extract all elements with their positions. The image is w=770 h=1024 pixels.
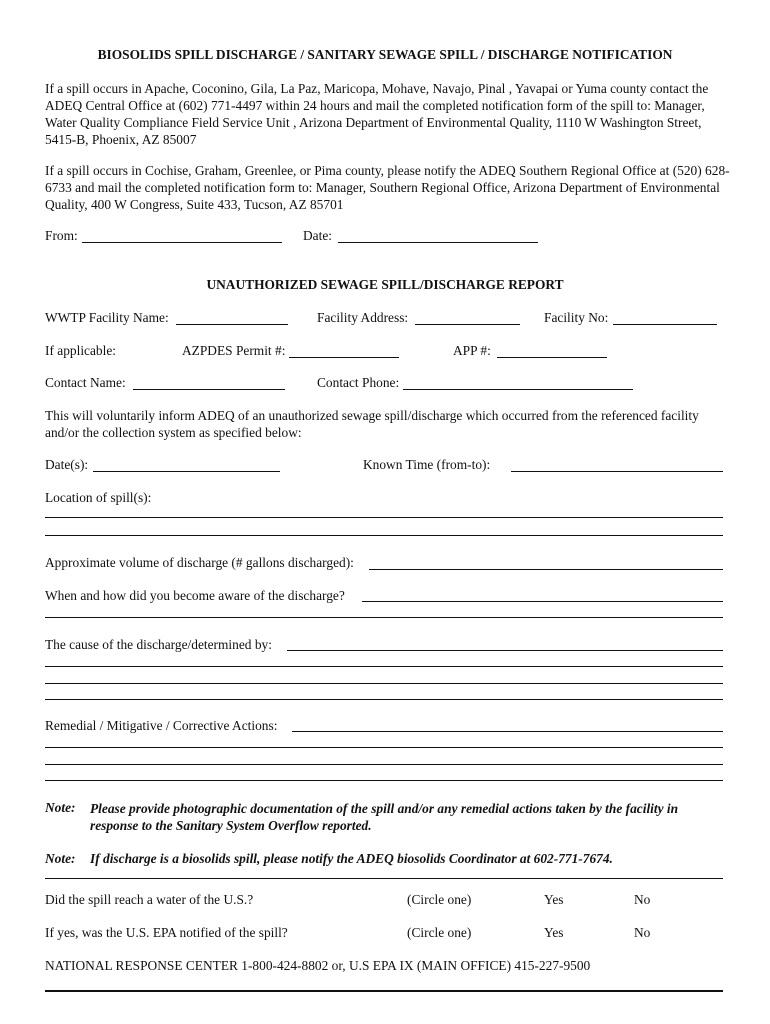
azpdes-label: AZPDES Permit #: (182, 343, 286, 358)
dates-field[interactable] (93, 471, 280, 472)
facility-address-label: Facility Address: (317, 310, 409, 325)
no-option[interactable]: No (634, 892, 651, 907)
form-title: BIOSOLIDS SPILL DISCHARGE / SANITARY SEWAGE SPILL / DISCHARGE NOTIFICATION (97, 47, 673, 62)
date-field[interactable] (338, 242, 538, 243)
location-line[interactable] (45, 535, 723, 536)
question-water: Did the spill reach a water of the U.S.? (45, 892, 254, 907)
cause-label: The cause of the discharge/determined by: (45, 637, 272, 652)
circle-one-label: (Circle one) (407, 925, 472, 940)
cause-line[interactable] (45, 666, 723, 667)
circle-one-label: (Circle one) (407, 892, 472, 907)
note-photographic: Please provide photographic documentation of the spill and/or any remedial actions taken by the facility in response to the Sanitary System Overflow reported. (90, 801, 679, 833)
cause-line[interactable] (45, 683, 723, 684)
aware-label: When and how did you become aware of the discharge? (45, 588, 345, 603)
report-title: UNAUTHORIZED SEWAGE SPILL/DISCHARGE REPORT (206, 277, 564, 292)
from-field[interactable] (82, 242, 282, 243)
known-time-label: Known Time (from-to): (363, 457, 491, 472)
remedial-label: Remedial / Mitigative / Corrective Actions: (45, 718, 278, 733)
separator-line (45, 878, 723, 879)
remedial-line[interactable] (45, 780, 723, 781)
from-label: From: (45, 228, 78, 243)
azpdes-field[interactable] (289, 357, 399, 358)
dates-label: Date(s): (45, 457, 89, 472)
inform-text: This will voluntarily inform ADEQ of an unauthorized sewage spill/discharge which occurred from the referenced facility and/or the collection system as specified below: (45, 408, 699, 440)
app-label: APP #: (453, 343, 491, 358)
contact-name-field[interactable] (133, 389, 285, 390)
facility-name-field[interactable] (176, 324, 288, 325)
intro-southern-office: If a spill occurs in Cochise, Graham, Greenlee, or Pima county, please notify the ADEQ Southern Regional Office at (520) 628-6733 and mail the completed notification form to: Manager, Southern Regional Office, Arizona Department of Environmental Quality, 400 W Congress, Suite 433, Tucson, AZ 85701 (45, 163, 730, 212)
contact-phone-label: Contact Phone: (317, 375, 400, 390)
footer-contact: NATIONAL RESPONSE CENTER 1-800-424-8802 or, U.S EPA IX (MAIN OFFICE) 415-227-9500 (45, 958, 591, 973)
aware-line[interactable] (45, 617, 723, 618)
remedial-line[interactable] (45, 764, 723, 765)
contact-name-label: Contact Name: (45, 375, 126, 390)
volume-label: Approximate volume of discharge (# gallons discharged): (45, 555, 354, 570)
location-label: Location of spill(s): (45, 490, 152, 505)
known-time-field[interactable] (511, 471, 723, 472)
if-applicable-label: If applicable: (45, 343, 117, 358)
yes-option[interactable]: Yes (544, 925, 564, 940)
facility-no-field[interactable] (613, 324, 717, 325)
volume-field[interactable] (369, 569, 723, 570)
facility-no-label: Facility No: (544, 310, 609, 325)
remedial-field[interactable] (292, 731, 723, 732)
no-option[interactable]: No (634, 925, 651, 940)
yes-option[interactable]: Yes (544, 892, 564, 907)
remedial-line[interactable] (45, 747, 723, 748)
facility-name-label: WWTP Facility Name: (45, 310, 169, 325)
aware-field[interactable] (362, 601, 723, 602)
note-label: Note: (45, 800, 76, 815)
app-field[interactable] (497, 357, 607, 358)
question-epa: If yes, was the U.S. EPA notified of the spill? (45, 925, 288, 940)
facility-address-field[interactable] (415, 324, 520, 325)
date-label: Date: (303, 228, 332, 243)
cause-field[interactable] (287, 650, 723, 651)
contact-phone-field[interactable] (403, 389, 633, 390)
cause-line[interactable] (45, 699, 723, 700)
location-line[interactable] (45, 517, 723, 518)
note-label: Note: (45, 851, 76, 866)
note-biosolids: If discharge is a biosolids spill, please notify the ADEQ biosolids Coordinator at 602-771-7674. (90, 851, 613, 866)
footer-rule (45, 990, 723, 992)
intro-central-office: If a spill occurs in Apache, Coconino, Gila, La Paz, Maricopa, Mohave, Navajo, Pinal , Yavapai or Yuma county contact the ADEQ Central Office at (602) 771-4497 within 24 hours and mail the completed notification form of the spill to: Manager, Water Quality Compliance Field Service Unit , Arizona Department of Environmental Quality, 1110 W Washington Street, 5415-B, Phoenix, AZ 85007 (45, 81, 709, 147)
